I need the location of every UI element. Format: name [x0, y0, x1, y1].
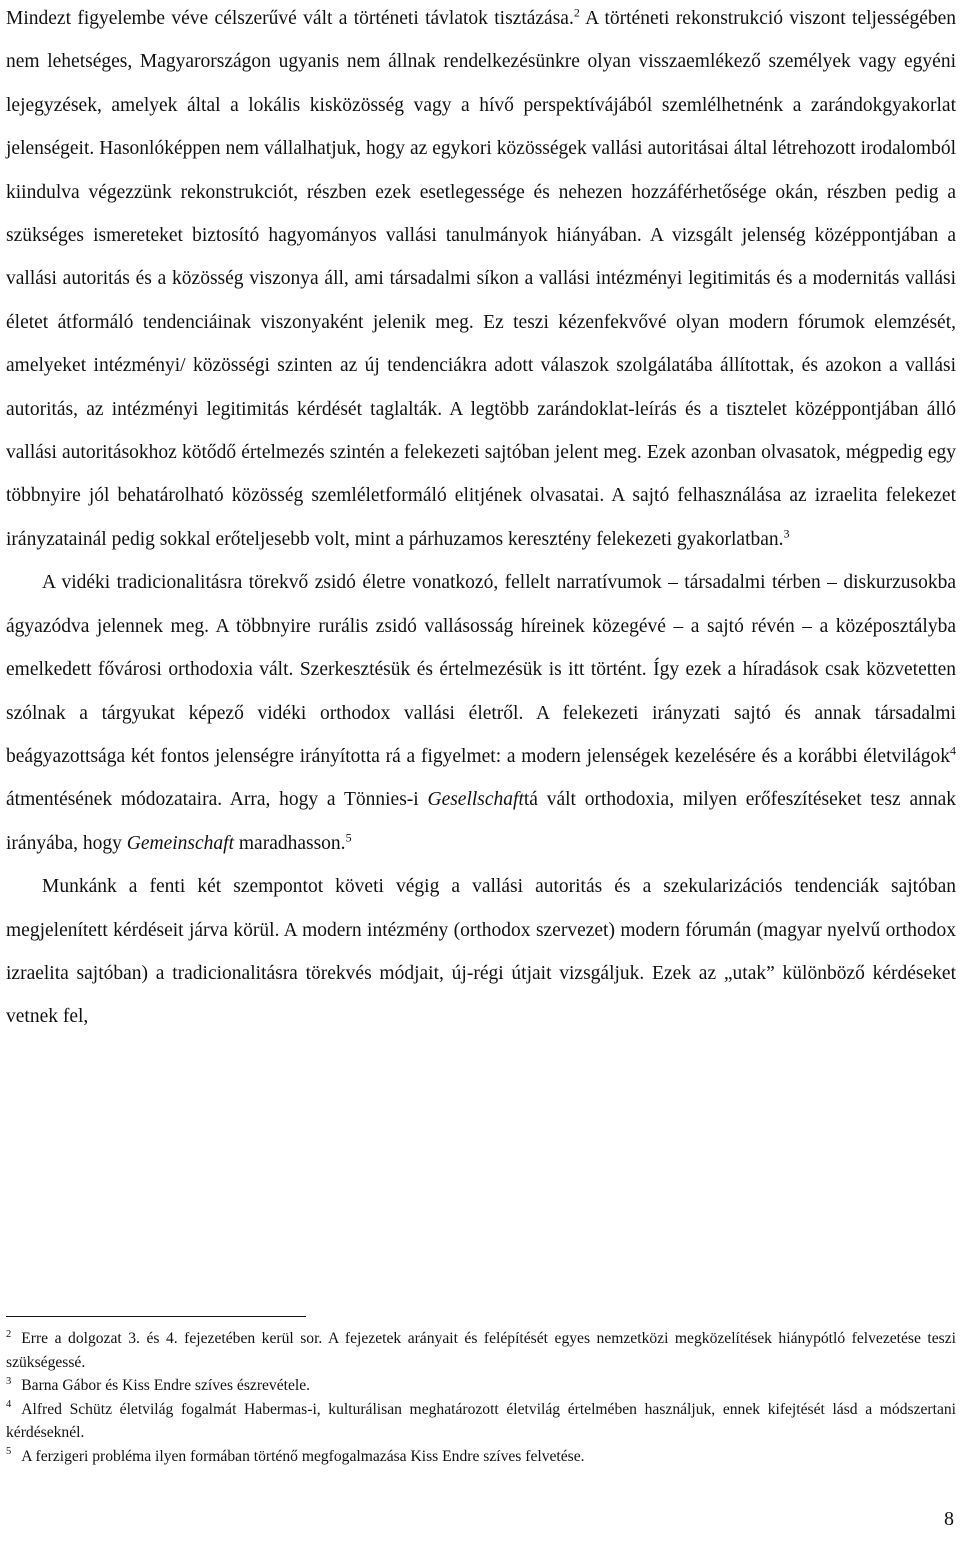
footnote-2 [6, 1327, 956, 1374]
footnote-text: Alfred Schütz életvilág fogalmát Habermas-i, kulturálisan meghatározott életvilág értelmében használjuk, ennek kifejtését lásd a módszertani kérdéseknél. [6, 1400, 956, 1441]
footnote-3 [6, 1374, 956, 1398]
paragraph-1 [6, 0, 956, 561]
footnote-number: 4 [6, 1399, 12, 1411]
footnote-number: 3 [6, 1375, 12, 1387]
paragraph-1-text: Mindezt figyelembe véve célszerűvé vált a történeti távlatok tisztázása. [6, 8, 574, 29]
footnote-ref-3[interactable]: 3 [783, 526, 790, 541]
body-text [6, 0, 956, 1039]
footnote-text: Erre a dolgozat 3. és 4. fejezetében kerül sor. A fejezetek arányait és felépítését egyes nemzetközi megközelítések hiánypótló felvezetése teszi szükségessé. [6, 1330, 956, 1371]
footnote-text: A ferzigeri probléma ilyen formában történő megfogalmazása Kiss Endre szíves felvetése. [21, 1447, 585, 1465]
paragraph-1-text-cont: A történeti rekonstrukció viszont teljességében nem lehetséges, Magyarországon ugyanis nem állnak rendelkezésünkre olyan visszaemlékező személyek vagy egyéni lejegyzések, amelyek által a lokális kisközösség vagy a hívő perspektívájából szemlélhetnénk a zarándokgyakorlat jelenségeit. Hasonlóképpen nem vállalhatjuk, hogy az egykori közösségek vallási autoritásai által létrehozott irodalomból kiindulva végezzünk rekonstrukciót, részben ezek esetlegessége és nehezen hozzáférhetősége okán, részben pedig a szükséges ismereteket biztosító hagyományos vallási tanulmányok hiányában. A vizsgált jelenség középpontjában a vallási autoritás és a közösség viszonya áll, ami társadalmi síkon a vallási intézményi legitimitás és a modernitás vallási életet átformáló tendenciáinak viszonyaként jelenik meg. Ez teszi kézenfekvővé olyan modern fórumok elemzését, amelyeket intézményi/ közösségi szinten az új tendenciákra adott válaszok szolgálatába állítottak, és azokon a vallási autoritás, az intézményi legitimitás kérdését taglalták. A legtöbb zarándoklat-leírás és a tisztelet középpontjában álló vallási autoritásokhoz kötődő értelmezés szintén a felekezeti sajtóban jelent meg. Ezek azonban olvasatok, mégpedig egy többnyire jól behatárolható közösség szemléletformáló elitjének olvasatai. A sajtó felhasználása az izraelita felekezet irányzatainál pedig sokkal erőteljesebb volt, mint a párhuzamos keresztény felekezeti gyakorlatban. [6, 8, 956, 550]
page-number: 8 [944, 1508, 954, 1530]
paragraph-2-text: A vidéki tradicionalitásra törekvő zsidó életre vonatkozó, fellelt narratívumok – társadalmi térben – diskurzusokba ágyazódva jelennek meg. A többnyire rurális zsidó vallásosság híreinek közegévé – a sajtó révén – a középosztályba emelkedett fővárosi orthodoxia vált. Szerkesztésük és értelmezésük is itt történt. Így ezek a híradások csak közvetetten szólnak a tárgyukat képező vidéki orthodox vallási életről. A felekezeti irányzati sajtó és annak társadalmi beágyazottsága két fontos jelenségre irányította rá a figyelmet: a modern jelenségek kezelésére és a korábbi életvilágok [6, 572, 956, 767]
footnote-ref-2[interactable]: 2 [573, 5, 580, 20]
footnote-5 [6, 1445, 956, 1469]
term-gesellschaft: Gesellschaft [427, 789, 524, 811]
paragraph-2-text-end: maradhasson. [234, 832, 346, 854]
term-gemeinschaft: Gemeinschaft [126, 832, 234, 854]
footnote-ref-4[interactable]: 4 [950, 743, 956, 758]
paragraph-3-text: Munkánk a fenti két szempontot követi végig a vallási autoritás és a szekularizációs tendenciák sajtóban megjelenített kérdéseit járva körül. A modern intézmény (orthodox szervezet) modern fórumán (magyar nyelvű orthodox izraelita sajtóban) a tradicionalitásra törekvés módjait, új-régi útjait vizsgáljuk. Ezek az „utak” különböző kérdéseket vetnek fel, [6, 876, 956, 1028]
paragraph-3 [6, 865, 956, 1039]
paragraph-2-text-cont2: tá vált orthodoxia, milyen erőfeszítéseket tesz annak irányába, hogy [6, 789, 957, 854]
footnote-separator [6, 1316, 306, 1317]
footnotes [6, 1327, 956, 1468]
footnote-4 [6, 1398, 956, 1445]
footnote-text: Barna Gábor és Kiss Endre szíves észrevétele. [21, 1377, 311, 1394]
footnote-ref-5[interactable]: 5 [345, 830, 352, 845]
footnote-number: 5 [6, 1446, 12, 1458]
paragraph-2 [6, 561, 956, 865]
footnote-number: 2 [6, 1328, 12, 1340]
paragraph-2-text-cont: átmentésének módozataira. Arra, hogy a Tönnies-i [6, 789, 428, 811]
